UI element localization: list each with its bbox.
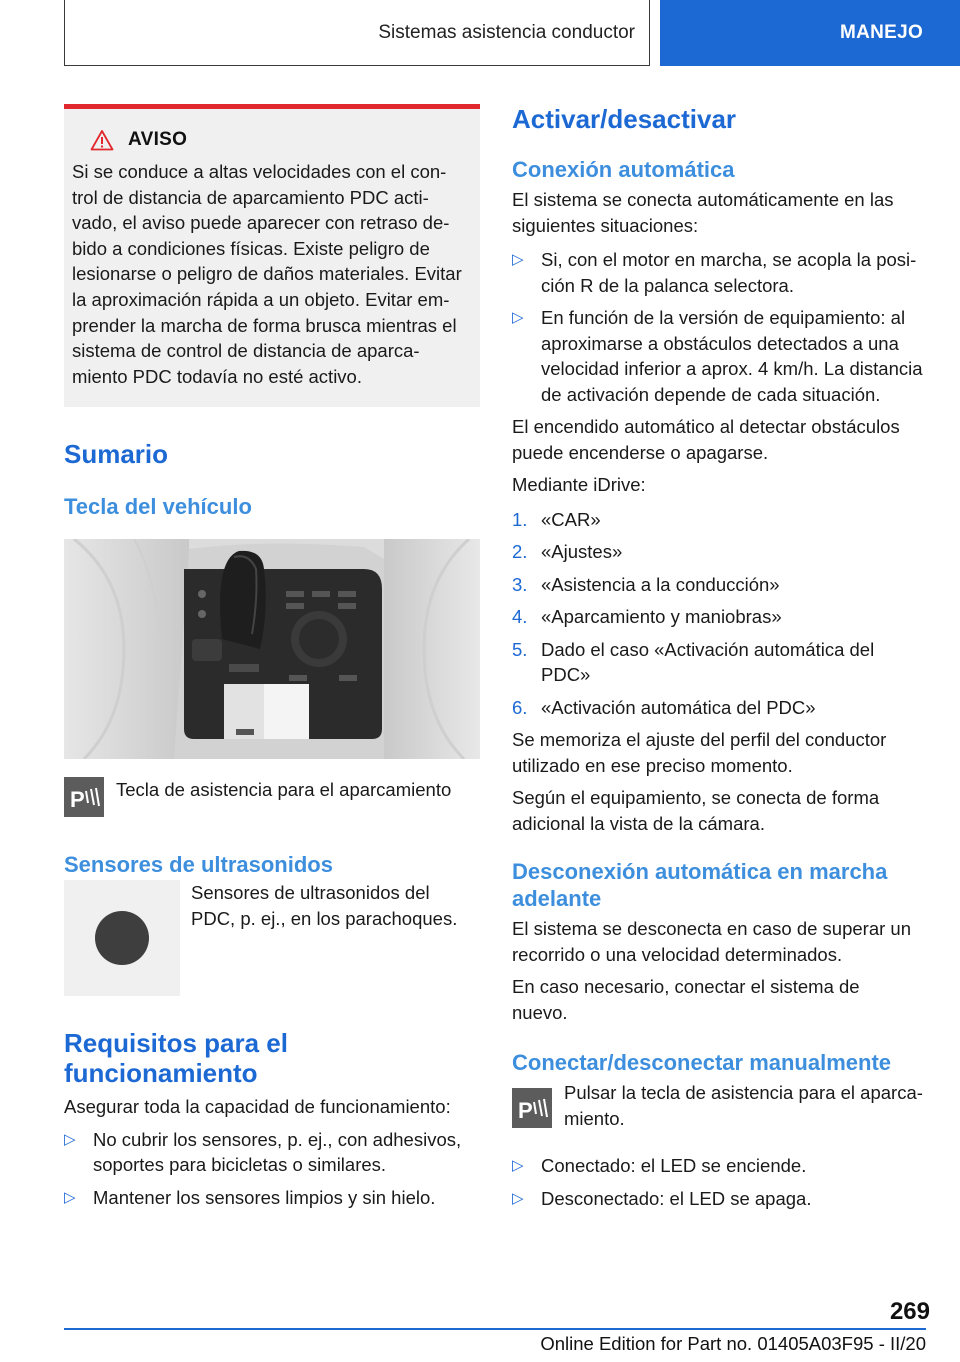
- sensores-text: [191, 880, 457, 931]
- requisitos-intro: Asegurar toda la capacidad de funcionamiento:: [64, 1096, 451, 1118]
- warning-line: vado, el aviso puede aparecer con retraso de-: [72, 212, 450, 234]
- warning-line: miento PDC todavía no esté activo.: [72, 365, 362, 387]
- idrive-steps: [512, 507, 932, 721]
- memoriza-line: Se memoriza el ajuste del perfil del conductor: [512, 729, 887, 750]
- manual-row: [512, 1082, 932, 1131]
- step-number: 6.: [512, 696, 528, 718]
- right-column: [512, 104, 932, 1218]
- list-item: [512, 1153, 932, 1179]
- manual-list: [512, 1153, 932, 1211]
- heading-conexion: Conexión automática: [512, 157, 735, 182]
- page-number: 269: [889, 1298, 930, 1325]
- step-text: «Aparcamiento y maniobras»: [541, 606, 782, 627]
- park-assist-button-icon: [512, 1088, 552, 1128]
- segun-paragraph: [512, 785, 932, 836]
- encendido-line: puede encenderse o apagarse.: [512, 441, 769, 463]
- triangle-bullet-icon: ▷: [512, 1157, 524, 1174]
- warning-title: AVISO: [128, 129, 188, 150]
- list-item-line: Desconectado: el LED se apaga.: [541, 1187, 812, 1209]
- list-item-line: Mantener los sensores limpios y sin hielo.: [93, 1186, 436, 1208]
- ultrasonic-sensor-image: [64, 880, 180, 996]
- step-item: [512, 507, 932, 533]
- conexion-intro: [512, 187, 932, 238]
- footer-edition: Online Edition for Part no. 01405A03F95 - II/20: [540, 1333, 926, 1354]
- list-item-line: No cubrir los sensores, p. ej., con adhesivos,: [93, 1128, 462, 1150]
- warning-line: trol de distancia de aparcamiento PDC acti-: [72, 186, 429, 208]
- segun-line: Según el equipamiento, se conecta de forma: [512, 787, 880, 808]
- step-item: [512, 539, 932, 565]
- desconexion-line: El sistema se desconecta en caso de superar un: [512, 918, 912, 939]
- manual-line: Pulsar la tecla de asistencia para el aparca-: [564, 1082, 923, 1103]
- heading-desconexion-line: adelante: [512, 886, 602, 911]
- sensores-row: [64, 880, 480, 996]
- step-text: «CAR»: [541, 508, 601, 530]
- warning-line: prender la marcha de forma brusca mientras el: [72, 314, 457, 336]
- heading-requisitos-line: Requisitos para el: [64, 1028, 288, 1059]
- list-item-line: aproximarse a obstáculos detectados a una: [541, 332, 899, 354]
- tecla-caption-row: [64, 777, 480, 817]
- caso-line: nuevo.: [512, 1001, 568, 1023]
- triangle-bullet-icon: ▷: [64, 1188, 76, 1206]
- conexion-intro-line: El sistema se conecta automáticamente en las: [512, 189, 894, 210]
- caso-paragraph: [512, 974, 932, 1025]
- warning-triangle-icon: [90, 129, 114, 151]
- heading-requisitos-line: funcionamiento: [64, 1058, 258, 1089]
- triangle-bullet-icon: ▷: [512, 1189, 524, 1207]
- list-item-line: velocidad inferior a aprox. 4 km/h. La distancia: [541, 358, 923, 379]
- warning-line: bido a condiciones físicas. Existe peligro de: [72, 237, 430, 259]
- desconexion-line: recorrido o una velocidad determinados.: [512, 943, 843, 965]
- header-chapter-tab: [660, 0, 960, 66]
- caso-line: En caso necesario, conectar el sistema de: [512, 976, 860, 997]
- step-text: Dado el caso «Activación automática del: [541, 638, 875, 660]
- list-item-line: En función de la versión de equipamiento: al: [541, 307, 906, 328]
- mediante-idrive: Mediante iDrive:: [512, 474, 646, 495]
- heading-desconexion-line: Desconexión automática en marcha: [512, 859, 888, 884]
- warning-box: [64, 104, 480, 407]
- manual-line: miento.: [564, 1107, 625, 1129]
- warning-line: sistema de control de distancia de aparca-: [72, 340, 420, 362]
- sensores-line: PDC, p. ej., en los parachoques.: [191, 907, 458, 929]
- list-item-line: de activación depende de cada situación.: [541, 383, 881, 405]
- center-console-illustration: [64, 539, 480, 759]
- warning-line: la aproximación rápida a un objeto. Evitar em-: [72, 288, 450, 310]
- header-section-title: Sistemas asistencia conductor: [378, 21, 635, 43]
- svg-text:P: P: [518, 1098, 533, 1123]
- header-section-box: [64, 0, 650, 66]
- header-chapter-title: MANEJO: [840, 22, 924, 43]
- left-column: [64, 104, 480, 1217]
- list-item: [64, 1127, 480, 1178]
- heading-desconexion: [512, 858, 932, 912]
- warning-text: [72, 159, 472, 389]
- tecla-caption-text: Tecla de asistencia para el aparcamiento: [116, 779, 452, 801]
- list-item-line: Si, con el motor en marcha, se acopla la posi-: [541, 249, 917, 270]
- requisitos-list: [64, 1127, 480, 1211]
- step-number: 2.: [512, 541, 528, 562]
- memoriza-paragraph: [512, 727, 932, 778]
- manual-text: [564, 1080, 923, 1131]
- list-item: [512, 305, 932, 407]
- list-item: [512, 1186, 932, 1212]
- heading-requisitos: [64, 1028, 480, 1088]
- step-number: 3.: [512, 573, 528, 595]
- desconexion-paragraph: [512, 916, 932, 967]
- step-text: «Activación automática del PDC»: [541, 696, 816, 718]
- sensor-disc: [95, 911, 149, 965]
- step-item: [512, 637, 932, 688]
- segun-line: adicional la vista de la cámara.: [512, 812, 765, 834]
- heading-tecla-vehiculo: Tecla del vehículo: [64, 494, 252, 520]
- list-item-line: ción R de la palanca selectora.: [541, 274, 794, 296]
- list-item: [512, 247, 932, 298]
- step-text: «Asistencia a la conducción»: [541, 573, 780, 595]
- step-item: [512, 572, 932, 598]
- step-number: 4.: [512, 606, 528, 627]
- step-item: [512, 695, 932, 721]
- warning-title-row: [72, 129, 472, 151]
- park-assist-button-icon: [64, 777, 104, 817]
- memoriza-line: utilizado en ese preciso momento.: [512, 754, 793, 776]
- center-console-photo: [64, 539, 480, 759]
- conexion-intro-line: siguientes situaciones:: [512, 214, 699, 236]
- warning-line: lesionarse o peligro de daños materiales. Evitar: [72, 263, 462, 285]
- sensores-line: Sensores de ultrasonidos del: [191, 882, 430, 904]
- list-item-line: soportes para bicicletas o similares.: [93, 1154, 387, 1176]
- list-item: [64, 1185, 480, 1211]
- heading-sumario: Sumario: [64, 439, 169, 470]
- svg-text:P: P: [70, 787, 85, 813]
- triangle-bullet-icon: ▷: [512, 309, 524, 326]
- encendido-paragraph: [512, 414, 932, 465]
- triangle-bullet-icon: ▷: [512, 251, 524, 268]
- step-number: 1.: [512, 508, 528, 530]
- heading-manual: Conectar/desconectar manualmente: [512, 1050, 892, 1075]
- step-text: «Ajustes»: [541, 541, 623, 562]
- heading-activar: Activar/desactivar: [512, 104, 737, 134]
- triangle-bullet-icon: ▷: [64, 1130, 76, 1148]
- encendido-line: El encendido automático al detectar obstáculos: [512, 416, 900, 437]
- heading-sensores: Sensores de ultrasonidos: [64, 852, 333, 878]
- list-item-line: Conectado: el LED se enciende.: [541, 1155, 807, 1176]
- step-item: [512, 604, 932, 630]
- step-text: PDC»: [541, 664, 591, 685]
- conexion-list: [512, 247, 932, 407]
- warning-line: Si se conduce a altas velocidades con el con-: [72, 161, 447, 182]
- step-number: 5.: [512, 638, 528, 660]
- footer-rule: [64, 1328, 926, 1330]
